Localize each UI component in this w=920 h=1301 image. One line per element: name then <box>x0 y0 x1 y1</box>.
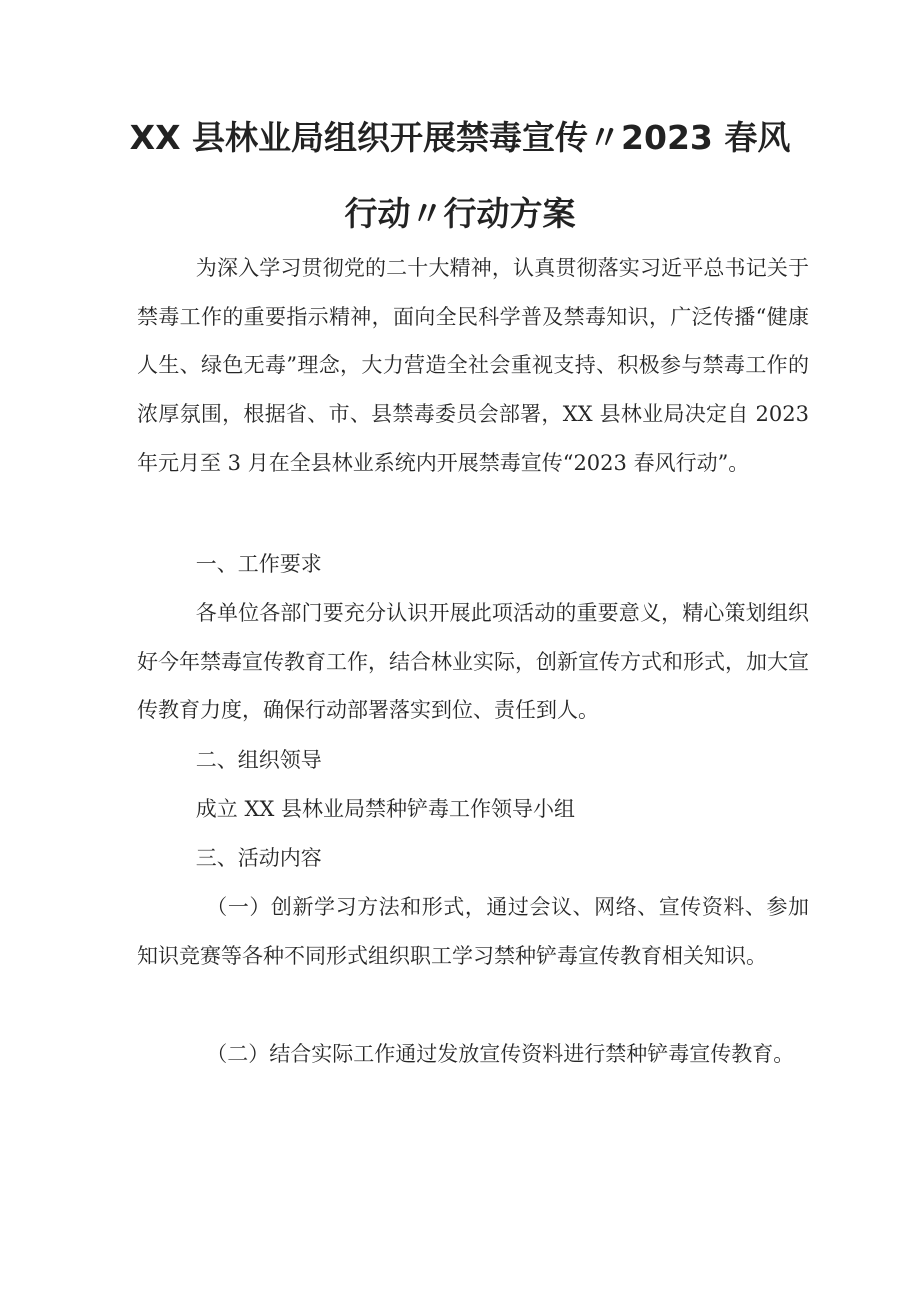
section-1-heading: 一、工作要求 <box>195 552 322 576</box>
section-3-heading: 三、活动内容 <box>195 846 322 870</box>
section-2-heading: 二、组织领导 <box>195 748 322 772</box>
document-title-line-1: XX 县林业局组织开展禁毒宣传〃2023 春风 <box>129 118 791 157</box>
document-title-line-2: 行动〃行动方案 <box>344 194 576 233</box>
activity-item-2: （二）结合实际工作通过发放宣传资料进行禁种铲毒宣传教育。 <box>206 1042 795 1066</box>
activity-item-1: （一）创新学习方法和形式，通过会议、网络、宣传资料、参加知识竞赛等各种不同形式组织职工学习禁种铲毒宣传教育相关知识。 <box>137 895 809 968</box>
section-2-body: 成立 XX 县林业局禁种铲毒工作领导小组 <box>195 797 576 821</box>
section-1-body: 各单位各部门要充分认识开展此项活动的重要意义，精心策划组织好今年禁毒宣传教育工作，结合林业实际，创新宣传方式和形式，加大宣传教育力度，确保行动部署落实到位、责任到人。 <box>137 601 809 723</box>
intro-paragraph: 为深入学习贯彻党的二十大精神，认真贯彻落实习近平总书记关于禁毒工作的重要指示精神，面向全民科学普及禁毒知识，广泛传播“健康人生、绿色无毒”理念，大力营造全社会重视支持、积极参与禁毒工作的浓厚氛围，根据省、市、县禁毒委员会部署，XX 县林业局决定自 2023 年元月至 3 月在全县林业系统内开展禁毒宣传“2023 春风行动”。 <box>137 256 809 475</box>
